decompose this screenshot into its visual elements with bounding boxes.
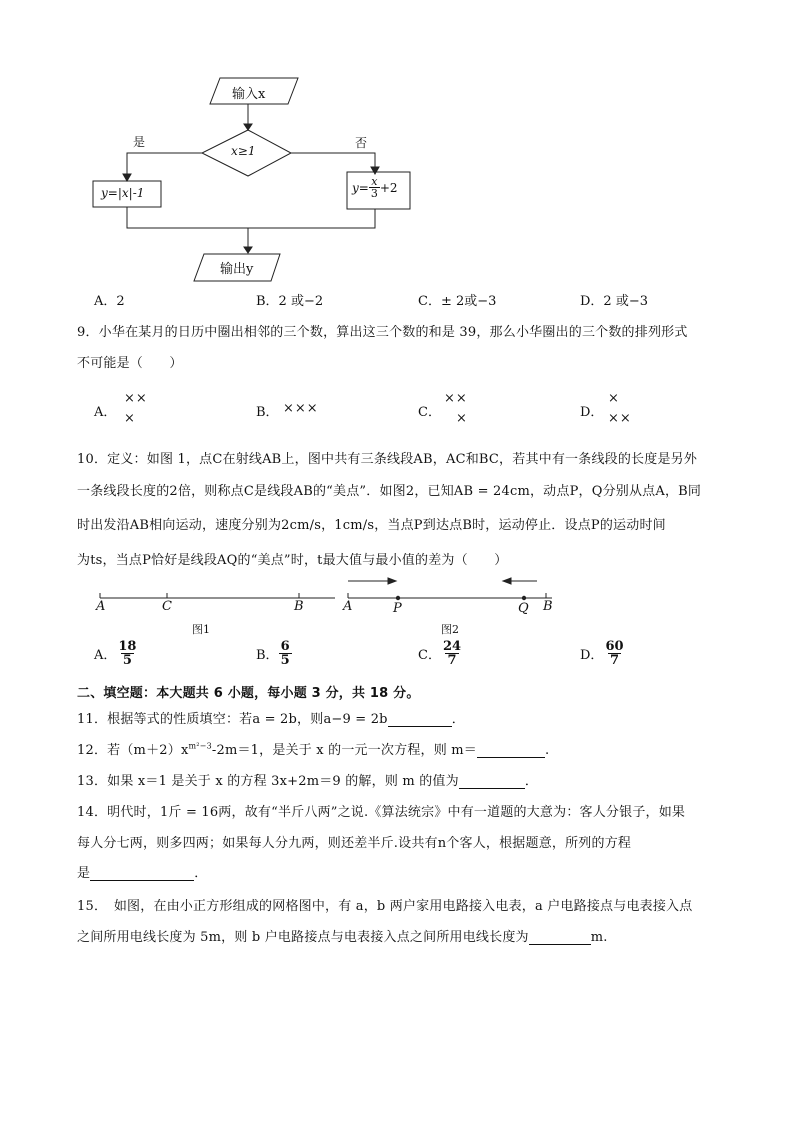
q13-end: ． (524, 774, 539, 789)
fig2-label-p: P (393, 601, 402, 616)
right-box-suffix: +2 (379, 180, 398, 195)
q12-end: . (545, 743, 550, 758)
q10-option-a-num: 18 (118, 639, 137, 654)
q10-option-c-num: 24 (442, 639, 462, 654)
q14-line3 (77, 862, 207, 881)
q10-option-c-label: C． (418, 648, 441, 663)
flowchart-yes-label: 是 (133, 135, 146, 149)
q14-line1: 14．明代时，1斤 = 16两，故有“半斤八两”之说.《算法统宗》中有一道题的大意为：客人分银子，如果 (77, 805, 686, 820)
q13-blank (459, 774, 525, 789)
q10-option-a-den: 5 (122, 653, 132, 668)
q9-option-a-row1: ×× (124, 391, 148, 406)
q14-line3-end: ． (194, 866, 208, 881)
fig1-label-c: C (162, 599, 172, 614)
q9-option-c-row2: × (456, 411, 467, 426)
q15-line1: 15． 如图，在由小正方形组成的网格图中，有 a，b 两户家用电路接入电表，a 户电路接点与电表接入点 (77, 899, 693, 914)
flowchart-input-label (232, 83, 265, 102)
q10-line1: 10．定义：如图 1，点C在射线AB上，图中共有三条线段AB，AC和BC，若其中有一条线段的长度是另外 (77, 452, 698, 467)
right-box-fraction (369, 176, 380, 199)
q10-option-b-den: 5 (280, 653, 290, 668)
q9-option-d-row1: × (608, 391, 619, 406)
q10-line2: 一条线段长度的2倍，则称点C是线段AB的“美点”．如图2，已知AB = 24cm，动点P，Q分别从点A，B同 (77, 484, 702, 499)
q10-option-b-fraction (279, 640, 292, 667)
q15-line2-pre: 之间所用电线长度为 5m，则 b 户电路接点与电表接入点之间所用电线长度为 (77, 930, 529, 945)
q12 (77, 739, 549, 758)
q14-line3-pre: 是 (77, 866, 91, 881)
q10-option-d-num: 60 (605, 639, 624, 654)
q9-line1: 9．小华在某月的日历中圈出相邻的三个数，算出这三个数的和是 39，那么小华圈出的三个数的排列形式 (77, 325, 688, 340)
q9-option-a-label: A． (94, 405, 117, 420)
flowchart-left-box-label: y=|x|-1 (101, 186, 145, 200)
q8-option-a: A．2 (94, 294, 125, 309)
section2-heading: 二、填空题：本大题共 6 小题，每小题 3 分，共 18 分。 (77, 686, 420, 701)
q8-option-b: B．2 或−2 (256, 294, 324, 309)
q9-option-b-row1: ××× (283, 401, 319, 416)
flowchart-input-text: 输入x (232, 87, 266, 102)
q10-option-c-fraction (441, 640, 463, 667)
q13-text: 13．如果 x＝1 是关于 x 的方程 3x+2m＝9 的解，则 m 的值为 (77, 774, 459, 789)
q8-option-d: D．2 或−3 (580, 294, 648, 309)
q9-option-a-row2: × (124, 411, 135, 426)
q10-option-a-label: A． (94, 648, 117, 663)
q10-line4: 为ts，当点P恰好是线段AQ的“美点”时，t最大值与最小值的差为（ ） (77, 553, 508, 568)
q8-option-c: C．± 2或−3 (418, 294, 497, 309)
q11 (77, 708, 465, 727)
q11-blank (388, 712, 452, 727)
q10-option-d-fraction (603, 640, 625, 667)
q10-option-a (94, 640, 138, 667)
q10-option-c-den: 7 (447, 653, 457, 668)
q10-figures (85, 572, 565, 622)
flowchart-condition-label: x≥1 (231, 144, 256, 158)
q10-option-c (418, 640, 463, 667)
q14-line2: 每人分七两，则多四两；如果每人分九两，则还差半斤.设共有n个客人，根据题意，所列的方程 (77, 836, 632, 851)
q11-end: ． (451, 712, 465, 727)
flowchart-no-label: 否 (355, 136, 368, 150)
fig1-caption: 图1 (192, 623, 210, 636)
q9-option-d-label: D． (580, 405, 604, 420)
q9-option-c-row1: ×× (444, 391, 468, 406)
q12-pre: 12．若（m＋2）x (77, 743, 189, 758)
q15-line2 (77, 926, 608, 945)
fig2-point-q (522, 596, 526, 600)
q10-option-b (256, 640, 292, 667)
q12-post: -2m＝1，是关于 x 的一元一次方程，则 m＝ (211, 743, 477, 758)
q10-option-a-fraction (116, 640, 138, 667)
flowchart-right-box-label (352, 176, 398, 199)
fig2-point-p (396, 596, 400, 600)
q10-line3: 时出发沿AB相向运动，速度分别为2cm/s，1cm/s，当点P到达点B时，运动停止．设点P的运动时间 (77, 518, 666, 533)
fig2-label-a: A (343, 599, 353, 614)
q12-exponent: m²−3 (188, 741, 212, 751)
q10-option-b-label: B． (256, 648, 279, 663)
q9-option-d-row2: ×× (608, 411, 632, 426)
fig2-caption: 图2 (441, 623, 459, 636)
q12-blank (477, 743, 545, 758)
right-box-den: 3 (370, 187, 378, 200)
fig2-label-b: B (543, 599, 553, 614)
q9-option-c-label: C． (418, 405, 441, 420)
right-box-num: x (371, 175, 378, 188)
fig1-label-b: B (294, 599, 304, 614)
q9-line2: 不可能是（ ） (77, 356, 183, 371)
fig1-label-a: A (96, 599, 106, 614)
q10-option-b-num: 6 (280, 639, 290, 654)
right-box-prefix: y= (352, 180, 369, 195)
flowchart-output-label: 输出y (220, 262, 254, 277)
q14-blank (90, 866, 194, 881)
q15-blank (529, 930, 591, 945)
fig2-label-q: Q (518, 601, 529, 616)
q10-option-d-label: D． (580, 648, 604, 663)
q9-option-b-label: B． (256, 405, 279, 420)
q10-option-d (580, 640, 626, 667)
q10-option-d-den: 7 (609, 653, 619, 668)
q13 (77, 770, 538, 789)
q15-line2-end: m. (590, 930, 608, 945)
q11-text: 11．根据等式的性质填空：若a = 2b，则a−9 = 2b (77, 712, 388, 727)
